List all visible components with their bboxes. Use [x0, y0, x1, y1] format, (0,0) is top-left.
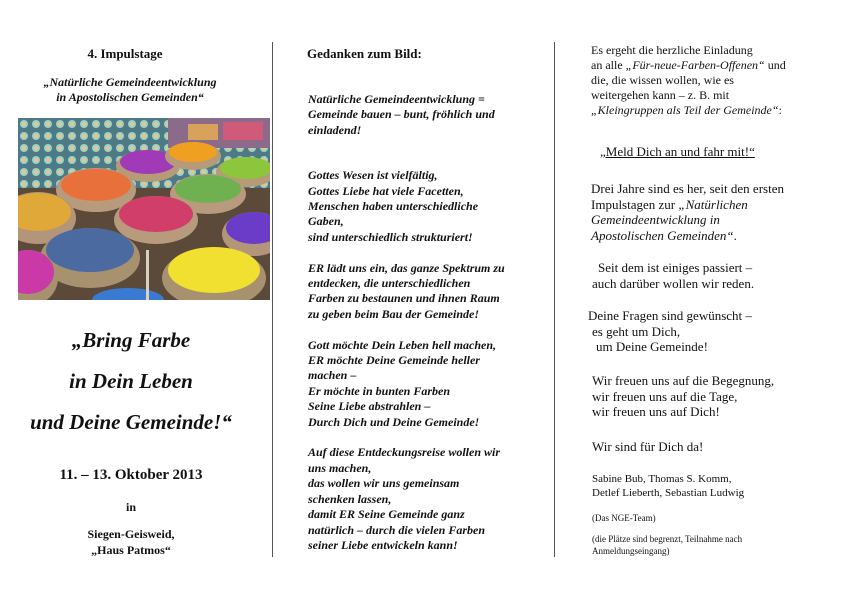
- text-line: Durch Dich und Deine Gemeinde!: [308, 414, 480, 429]
- text-line: uns machen,: [308, 460, 372, 475]
- text-line: Farben zu bestaunen und ihnen Raum: [308, 291, 500, 306]
- text-line: entdecken, die unterschiedlichen: [308, 276, 471, 291]
- event-number: 4. Impulstage: [87, 46, 163, 61]
- text-fragment: Impulstagen zur: [591, 196, 679, 212]
- thoughts-paragraph: [308, 338, 548, 430]
- thoughts-paragraph: [308, 261, 548, 323]
- text-line: wir freuen uns auf die Tage,: [592, 388, 738, 404]
- text-line: sind unterschiedlich strukturiert!: [308, 229, 473, 244]
- event-location: [0, 526, 262, 558]
- joy-text: [592, 373, 774, 420]
- text-line: seiner Liebe entwickeln kann!: [308, 537, 458, 552]
- event-dates: 11. – 13. Oktober 2013: [59, 467, 203, 483]
- text-line: Auf diese Entdeckungsreise wollen wir: [308, 445, 501, 460]
- text-line: Detlef Lieberth, Sebastian Ludwig: [592, 487, 745, 499]
- text-line: Sabine Bub, Thomas S. Komm,: [592, 473, 732, 485]
- years-text: [591, 181, 841, 243]
- text-line: Seine Liebe abstrahlen –: [308, 399, 431, 414]
- text-line: (die Plätze sind begrenzt, Teilnahme nach: [592, 534, 743, 544]
- text-line: ER möchte Deine Gemeinde heller: [308, 353, 480, 368]
- text-line: Wir freuen uns auf die Begegnung,: [592, 373, 775, 388]
- text-fragment: an alle: [591, 58, 626, 72]
- text-line: wir freuen uns auf Dich!: [592, 404, 720, 419]
- thoughts-text: [308, 92, 548, 569]
- text-fragment: :: [778, 103, 782, 117]
- text-fragment: Gemeindeentwicklung in: [591, 212, 720, 227]
- text-line: Gott möchte Dein Leben hell machen,: [308, 337, 496, 352]
- text-line: Drei Jahre sind es her, seit den ersten: [591, 181, 784, 196]
- text-line: Gaben,: [308, 214, 344, 229]
- invitation-text: [591, 43, 841, 118]
- text-fragment: „Für-neue-Farben-Offenen“: [625, 58, 765, 72]
- event-subtitle-line: in Apostolischen Gemeinden“: [56, 90, 204, 104]
- text-line: zu geben beim Bau der Gemeinde!: [308, 306, 479, 321]
- participation-note: [592, 533, 742, 557]
- text-line: [591, 58, 841, 73]
- text-line: um Deine Gemeinde!: [596, 339, 708, 354]
- team-label: (Das NGE-Team): [592, 513, 656, 523]
- text-fragment: „Kleingruppen als Teil der Gemeinde“: [591, 103, 779, 117]
- thoughts-paragraph: [308, 92, 548, 138]
- text-line: weitergehen kann – z. B. mit: [591, 88, 730, 102]
- text-line: machen –: [308, 368, 357, 383]
- left-panel: [0, 0, 272, 600]
- location-line: Siegen-Geisweid,: [87, 527, 175, 541]
- text-fragment: .: [733, 227, 737, 243]
- text-line: natürlich – durch die vielen Farben: [308, 522, 486, 537]
- text-fragment: Apostolischen Gemeinden“: [591, 227, 734, 243]
- middle-panel: [272, 0, 554, 600]
- text-line: [591, 228, 841, 244]
- text-line: Es ergeht die herzliche Einladung: [591, 43, 753, 57]
- text-line: ER lädt uns ein, das ganze Spektrum zu: [308, 260, 505, 275]
- team-names: [592, 472, 744, 500]
- text-line: [591, 212, 841, 228]
- since-text: [592, 260, 754, 291]
- thoughts-paragraph: [308, 445, 548, 553]
- main-title-line: und Deine Gemeinde!“: [30, 410, 232, 434]
- main-title-line: in Dein Leben: [69, 369, 193, 393]
- thoughts-paragraph: [308, 168, 548, 245]
- text-line: schenken lassen,: [308, 491, 392, 506]
- text-line: Gemeinde bauen – bunt, fröhlich und: [308, 107, 495, 122]
- text-fragment: „Natürlichen: [678, 196, 748, 212]
- text-line: damit ER Seine Gemeinde ganz: [308, 507, 465, 522]
- text-line: Er möchte in bunten Farben: [308, 383, 451, 398]
- text-line: Menschen haben unterschiedliche: [308, 199, 479, 214]
- text-line: einladend!: [308, 122, 362, 137]
- event-subtitle-line: „Natürliche Gemeindeentwicklung: [43, 75, 217, 89]
- in-label: in: [125, 500, 136, 514]
- there-for-you: Wir sind für Dich da!: [592, 439, 704, 454]
- text-line: [591, 197, 841, 213]
- text-line: Gottes Liebe hat viele Facetten,: [308, 183, 464, 198]
- event-subtitle: [0, 75, 260, 105]
- text-line: Natürliche Gemeindeentwicklung =: [308, 92, 485, 106]
- text-line: [591, 103, 841, 118]
- text-line: die, die wissen wollen, wie es: [591, 73, 734, 87]
- location-line: „Haus Patmos“: [91, 543, 171, 557]
- text-line: Gottes Wesen ist vielfältig,: [308, 168, 438, 183]
- text-line: Deine Fragen sind gewünscht –: [588, 308, 752, 323]
- text-line: Anmeldungseingang): [592, 546, 670, 556]
- color-powder-image: [18, 118, 270, 300]
- main-title: [0, 320, 262, 443]
- register-slogan: „Meld Dich an und fahr mit!“: [600, 144, 755, 159]
- text-fragment: und: [764, 58, 786, 72]
- thoughts-heading: Gedanken zum Bild:: [307, 46, 422, 61]
- text-line: Seit dem ist einiges passiert –: [598, 260, 753, 275]
- color-powder-photo: [18, 118, 270, 300]
- text-line: auch darüber wollen wir reden.: [592, 275, 755, 291]
- right-panel: [554, 0, 850, 600]
- text-line: das wollen wir uns gemeinsam: [308, 476, 460, 491]
- text-line: es geht um Dich,: [592, 323, 681, 339]
- questions-text: [588, 308, 752, 355]
- main-title-line: „Bring Farbe: [71, 328, 191, 352]
